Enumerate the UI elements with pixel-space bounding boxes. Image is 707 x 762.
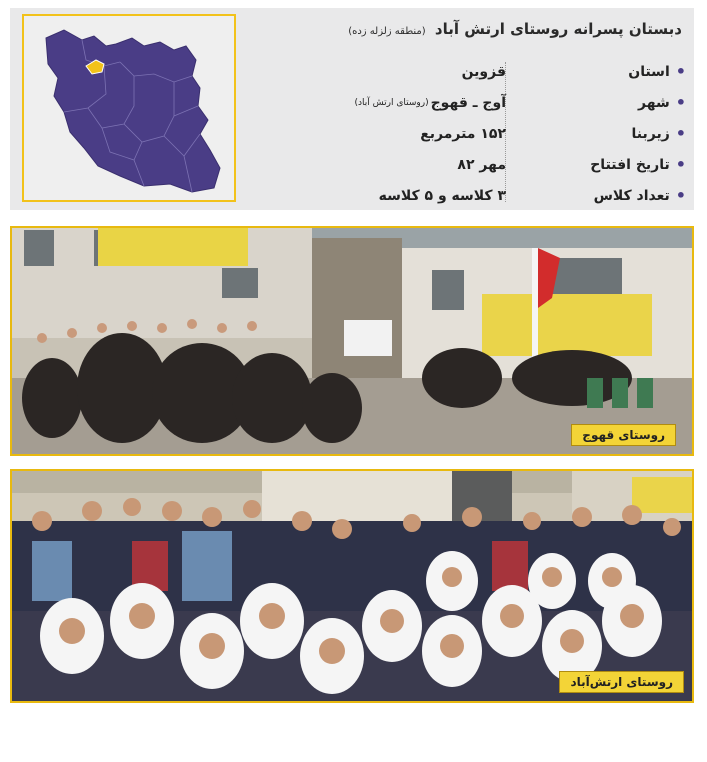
label-opening-date: تاریخ افتتاح: [590, 156, 670, 173]
info-label-row: [516, 56, 686, 87]
info-value-row: [306, 149, 506, 180]
value-class-count: ۳ کلاسه و ۵ کلاسه: [378, 187, 506, 204]
info-panel: [10, 8, 694, 210]
bullet-icon: •: [675, 61, 686, 81]
photo2-illustration: [12, 471, 692, 701]
value-list: [306, 56, 506, 211]
title-note: (منطقه زلزله زده): [348, 26, 426, 37]
info-value-row: [306, 87, 506, 118]
info-label-row: [516, 149, 686, 180]
label-province: استان: [628, 63, 670, 80]
label-city: شهر: [638, 94, 670, 111]
info-value-row: [306, 180, 506, 211]
label-list: [516, 56, 686, 211]
label-area: زیربنا: [631, 125, 670, 142]
photo1-illustration: [12, 228, 692, 454]
value-area: ۱۵۲ مترمربع: [420, 125, 506, 142]
info-value-row: [306, 118, 506, 149]
label-class-count: تعداد کلاس: [593, 187, 670, 204]
photo-artesh-abad-village: [10, 469, 694, 703]
photo-ghahvaj-village: [10, 226, 694, 456]
title-text: دبستان پسرانه روستای ارتش آباد: [434, 20, 682, 38]
value-city-note: (روستای ارتش آباد): [354, 97, 429, 108]
info-label-row: [516, 118, 686, 149]
iran-map: [22, 14, 236, 202]
bullet-icon: •: [675, 185, 686, 205]
info-value-row: [306, 56, 506, 87]
value-opening-date: مهر ۸۲: [457, 156, 506, 173]
bullet-icon: •: [675, 154, 686, 174]
bullet-icon: •: [675, 123, 686, 143]
iran-map-graphic: [24, 16, 234, 200]
value-province: قزوین: [461, 63, 506, 80]
photo-caption: روستای قهوج: [571, 424, 676, 446]
bullet-icon: •: [675, 92, 686, 112]
info-label-row: [516, 180, 686, 211]
school-title: [348, 20, 682, 38]
photo-caption: روستای ارتش‌آباد: [559, 671, 684, 693]
info-label-row: [516, 87, 686, 118]
value-city: آوج ـ قهوج: [430, 94, 506, 111]
